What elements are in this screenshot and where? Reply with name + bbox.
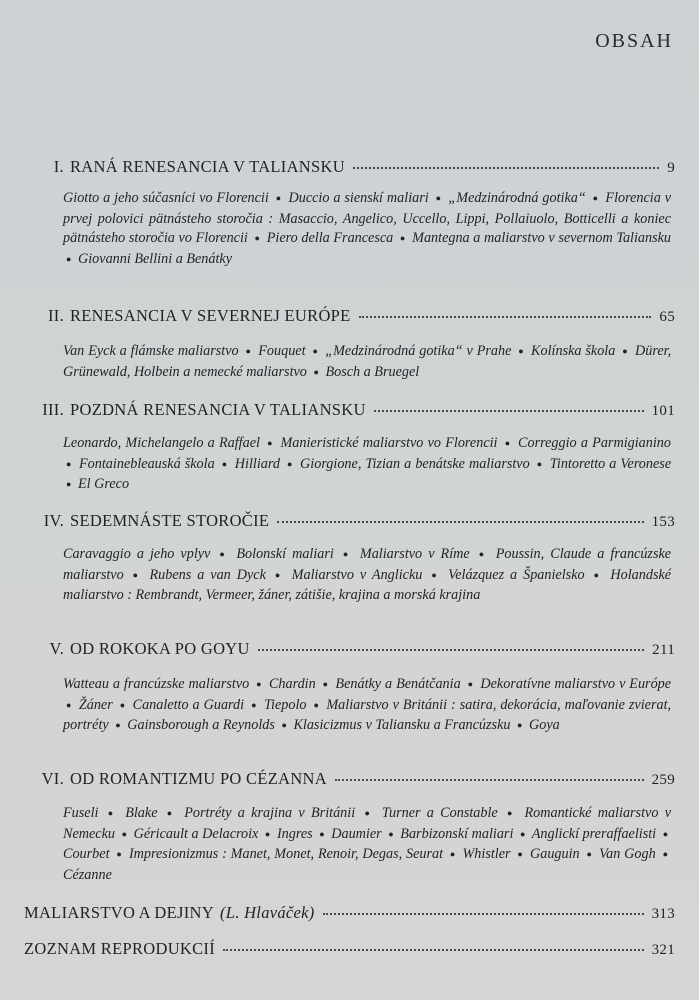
bullet-separator: ● <box>517 849 524 860</box>
contents-item: Courbet <box>63 846 110 863</box>
contents-item: Gauguin <box>529 846 580 863</box>
bullet-separator: ● <box>662 828 669 839</box>
chapter-heading[interactable] <box>24 157 675 177</box>
contents-item: Watteau a francúzske maliarstvo <box>63 676 250 692</box>
contents-item: Kolínska škola <box>531 343 616 359</box>
contents-item: Holandské maliarstvo : Rembrandt, Vermeer, žáner, zátišie, krajina a morská krajina <box>63 566 672 604</box>
bullet-separator: ● <box>245 346 252 356</box>
chapter-contents <box>63 804 671 885</box>
contents-item: Caravaggio a jeho vplyv <box>63 546 211 562</box>
chapter-numeral: II. <box>47 306 64 325</box>
dot-leader <box>335 778 644 781</box>
contents-item: Maliarstvo v Anglicku <box>291 566 423 583</box>
bullet-separator: ● <box>449 849 456 860</box>
contents-item: Maliarstvo v Británii : satira, dekorácia, maľovanie zvierat, portréty <box>63 696 672 734</box>
bullet-separator: ● <box>364 808 373 818</box>
chapter-page-number: 101 <box>651 403 675 419</box>
dot-leader <box>374 409 644 412</box>
appendix-heading[interactable] <box>24 939 675 959</box>
contents-item: Piero della Francesca <box>266 230 394 247</box>
chapter-page-number: 259 <box>651 772 675 788</box>
chapter-page-number: 211 <box>652 642 675 658</box>
contents-item: Anglickí preraffaelisti <box>531 825 657 842</box>
contents-item: Duccio a sienskí maliari <box>288 190 429 206</box>
contents-item: Mantegna a maliarstvo v severnom Taliansku <box>412 230 672 247</box>
contents-item: Bosch a Bruegel <box>325 363 420 380</box>
bullet-separator: ● <box>66 458 72 469</box>
bullet-separator: ● <box>504 438 511 448</box>
chapter-heading[interactable] <box>24 639 675 659</box>
appendix-page-number: 313 <box>651 906 675 922</box>
bullet-separator: ● <box>586 849 593 860</box>
bullet-separator: ● <box>287 458 293 469</box>
bullet-separator: ● <box>275 193 282 203</box>
contents-item: Bolonskí maliari <box>236 546 334 562</box>
bullet-separator: ● <box>592 193 599 203</box>
chapter-heading[interactable] <box>24 511 675 531</box>
bullet-separator: ● <box>313 699 320 710</box>
contents-item: Portréty a krajina v Británii <box>184 805 356 821</box>
bullet-separator: ● <box>388 828 394 839</box>
contents-item: Canaletto a Guardi <box>132 696 245 713</box>
bullet-separator: ● <box>478 549 487 559</box>
contents-item: Dürer, Grünewald, Holbein a nemecké maliarstvo <box>63 343 672 380</box>
bullet-separator: ● <box>312 346 319 356</box>
contents-item: Giovanni Bellini a Benátky <box>77 250 233 267</box>
chapter-numeral: I. <box>53 157 64 176</box>
bullet-separator: ● <box>221 458 228 469</box>
page-heading: OBSAH <box>595 30 673 52</box>
bullet-separator: ● <box>116 849 123 860</box>
contents-item: Dekoratívne maliarstvo v Európe <box>480 676 672 692</box>
contents-item: Cézanne <box>63 866 112 883</box>
contents-item: Benátky a Benátčania <box>335 676 461 692</box>
bullet-separator: ● <box>322 679 329 689</box>
bullet-separator: ● <box>431 569 440 580</box>
chapter-page-number: 9 <box>667 160 675 176</box>
chapter-title: OD ROKOKA PO GOYU <box>70 639 250 658</box>
dot-leader <box>258 648 644 651</box>
bullet-separator: ● <box>66 479 72 490</box>
contents-item: Correggio a Parmigianino <box>518 435 671 451</box>
bullet-separator: ● <box>519 828 526 839</box>
bullet-separator: ● <box>107 808 116 818</box>
bullet-separator: ● <box>119 699 126 710</box>
chapter-contents <box>63 189 671 270</box>
chapter-title: POZDNÁ RENESANCIA V TALIANSKU <box>70 400 366 419</box>
bullet-separator: ● <box>313 366 319 377</box>
appendix-author: (L. Hlaváček) <box>219 903 315 922</box>
appendix-title: MALIARSTVO A DEJINY <box>24 903 214 922</box>
chapter-title: RANÁ RENESANCIA V TALIANSKU <box>70 157 345 176</box>
chapter-page-number: 153 <box>651 514 675 530</box>
contents-item: Tiepolo <box>263 696 307 713</box>
contents-item: Van Eyck a flámske maliarstvo <box>63 343 239 359</box>
chapter-heading[interactable] <box>24 306 675 326</box>
chapter-numeral: V. <box>49 639 64 658</box>
dot-leader <box>353 166 659 169</box>
chapter-numeral: VI. <box>41 769 64 788</box>
contents-item: Hilliard <box>234 455 280 472</box>
chapter-numeral: III. <box>42 400 64 419</box>
chapter-title: RENESANCIA V SEVERNEJ EURÓPE <box>70 306 351 325</box>
bullet-separator: ● <box>662 849 668 860</box>
bullet-separator: ● <box>435 193 442 203</box>
dot-leader <box>323 912 644 915</box>
bullet-separator: ● <box>166 808 175 818</box>
contents-item: Chardin <box>268 676 316 692</box>
bullet-separator: ● <box>342 549 351 559</box>
bullet-separator: ● <box>319 828 325 839</box>
appendix-heading[interactable] <box>24 903 675 923</box>
contents-item: Van Gogh <box>599 846 656 863</box>
contents-item: Gainsborough a Reynolds <box>127 717 275 734</box>
contents-item: Leonardo, Michelangelo a Raffael <box>63 435 260 451</box>
contents-item: Barbizonskí maliari <box>400 825 514 842</box>
contents-item: Turner a Constable <box>381 805 498 821</box>
dot-leader <box>223 948 644 951</box>
appendix-title: ZOZNAM REPRODUKCIÍ <box>24 939 216 958</box>
contents-item: Fuseli <box>63 805 99 821</box>
contents-item: Goya <box>529 717 560 734</box>
contents-item: Romantické maliarstvo v Nemecku <box>63 805 671 842</box>
contents-item: Impresionizmus : Manet, Monet, Renoir, Degas, Seurat <box>128 846 444 863</box>
contents-item: Velázquez a Španielsko <box>448 566 585 583</box>
bullet-separator: ● <box>254 233 261 244</box>
dot-leader <box>359 315 652 318</box>
contents-item: „Medzinárodná gotika“ v Prahe <box>325 343 512 359</box>
chapter-contents <box>63 342 671 383</box>
bullet-separator: ● <box>281 720 287 731</box>
appendix-page-number: 321 <box>651 942 675 958</box>
bullet-separator: ● <box>256 679 262 689</box>
contents-item: Giorgione, Tizian a benátske maliarstvo <box>300 455 530 472</box>
bullet-separator: ● <box>66 699 72 710</box>
bullet-separator: ● <box>267 438 274 448</box>
dot-leader <box>277 520 643 523</box>
bullet-separator: ● <box>132 569 141 580</box>
bullet-separator: ● <box>467 679 474 689</box>
contents-item: Giotto a jeho súčasníci vo Florencii <box>63 190 269 206</box>
contents-item: Maliarstvo v Ríme <box>359 546 470 562</box>
bullet-separator: ● <box>622 346 629 356</box>
bullet-separator: ● <box>507 808 516 818</box>
chapter-numeral: IV. <box>43 511 64 530</box>
chapter-heading[interactable] <box>24 769 675 789</box>
contents-item: Klasicizmus v Taliansku a Francúzsku <box>293 717 511 734</box>
bullet-separator: ● <box>219 549 228 559</box>
contents-item: Tintoretto a Veronese <box>549 455 672 472</box>
contents-item: Blake <box>125 805 158 821</box>
bullet-separator: ● <box>121 828 128 839</box>
chapter-page-number: 65 <box>659 309 675 325</box>
contents-item: Fontainebleauská škola <box>79 455 215 472</box>
bullet-separator: ● <box>536 458 543 469</box>
bullet-separator: ● <box>115 720 121 731</box>
contents-item: Poussin, Claude a francúzske maliarstvo <box>63 546 672 583</box>
chapter-contents <box>63 545 671 606</box>
chapter-contents <box>63 434 671 496</box>
contents-item: El Greco <box>77 476 130 493</box>
chapter-contents <box>63 675 671 737</box>
contents-item: Florencia v prvej polovici pätnásteho storočia : Masaccio, Angelico, Uccello, Lippi, Pollaiuolo, Botticelli a koniec pätnásteho storočia vo Florencii <box>63 190 672 247</box>
bullet-separator: ● <box>274 569 283 580</box>
contents-item: Géricault a Delacroix <box>133 825 259 842</box>
chapter-title: SEDEMNÁSTE STOROČIE <box>70 511 270 530</box>
bullet-separator: ● <box>517 720 523 731</box>
contents-item: Ingres <box>276 825 313 842</box>
bullet-separator: ● <box>251 699 257 710</box>
bullet-separator: ● <box>66 253 72 264</box>
contents-item: Daumier <box>331 825 382 842</box>
contents-item: Manieristické maliarstvo vo Florencii <box>280 435 498 451</box>
bullet-separator: ● <box>264 828 271 839</box>
bullet-separator: ● <box>593 569 602 580</box>
contents-item: „Medzinárodná gotika“ <box>448 190 586 206</box>
contents-item: Fouquet <box>258 343 306 359</box>
bullet-separator: ● <box>399 233 406 244</box>
chapter-title: OD ROMANTIZMU PO CÉZANNA <box>70 769 327 788</box>
contents-item: Žáner <box>78 696 113 713</box>
contents-item: Whistler <box>462 846 511 863</box>
bullet-separator: ● <box>518 346 525 356</box>
contents-item: Rubens a van Dyck <box>149 566 266 583</box>
chapter-heading[interactable] <box>24 400 675 420</box>
